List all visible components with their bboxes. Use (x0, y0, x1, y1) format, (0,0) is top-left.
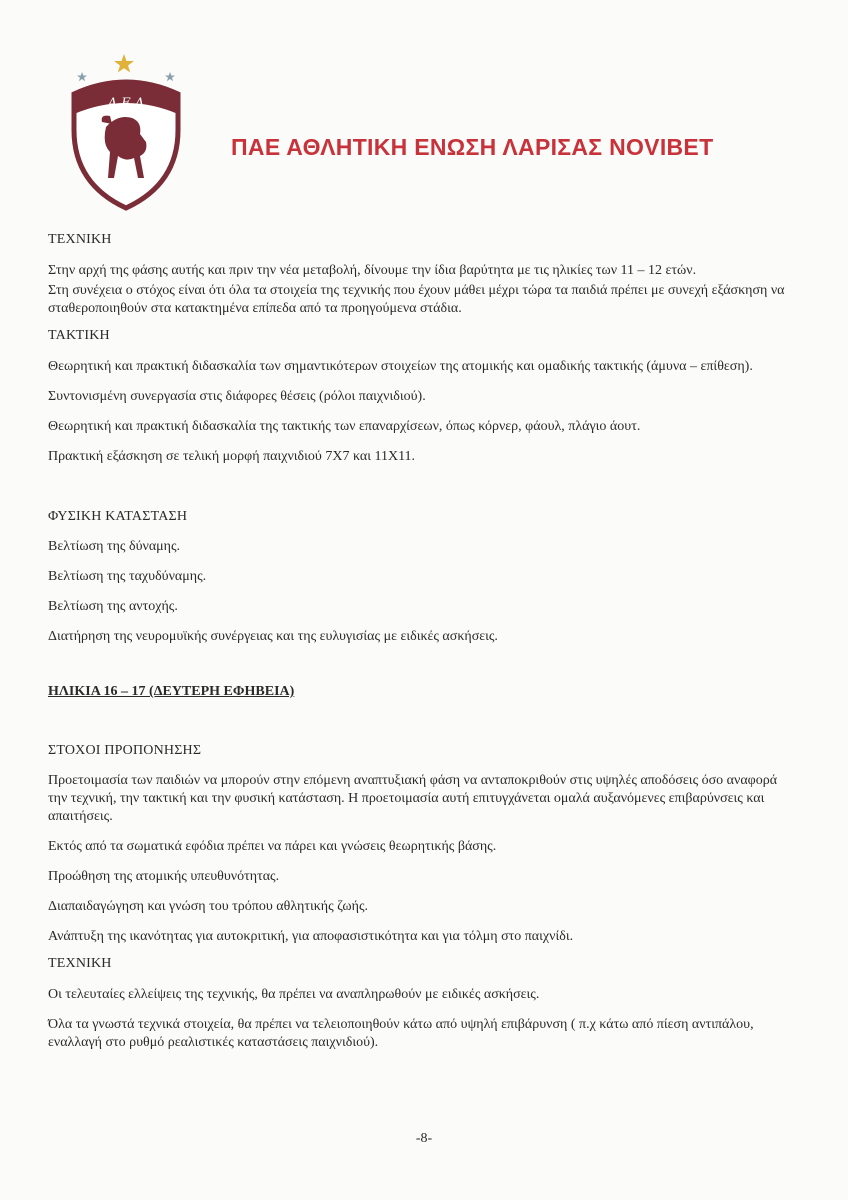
paragraph: Συντονισμένη συνεργασία στις διάφορες θέσεις (ρόλοι παιχνιδιού). (48, 389, 426, 404)
paragraph: Όλα τα γνωστά τεχνικά στοιχεία, θα πρέπει να τελειοποιηθούν κάτω από υψηλή επιβάρυνση ( π.χ κάτω από πίεση αντιπάλου, εναλλαγή στο ρυθμό ρεαλιστικές καταστάσεις παιχνιδιού). (48, 1017, 754, 1050)
crest-letters: Α Ε Λ (107, 96, 145, 111)
paragraph: Θεωρητική και πρακτική διδασκαλία των σημαντικότερων στοιχείων της ατομικής και ομαδικής τακτικής (άμυνα – επίθεση). (48, 359, 753, 374)
paragraph: Οι τελευταίες ελλείψεις της τεχνικής, θα πρέπει να αναπληρωθούν με ειδικές ασκήσεις. (48, 987, 540, 1002)
star-icon (114, 54, 134, 73)
paragraph: Πρακτική εξάσκηση σε τελική μορφή παιχνιδιού 7Χ7 και 11Χ11. (48, 449, 416, 464)
paragraph: Προετοιμασία των παιδιών να μπορούν στην επόμενη αναπτυξιακή φάση να ανταποκριθούν στις υψηλές αποδόσεις όσο αναφορά την τεχνική, την τακτική και την φυσική κατάσταση. Η προετοιμασία αυτή επιτυγχάνεται ομαλά αυξανόμενες επιβαρύνσεις και απαιτήσεις. (48, 773, 778, 824)
paragraph: Θεωρητική και πρακτική διδασκαλία της τακτικής των επαναρχίσεων, όπως κόρνερ, φάουλ, πλάγιο άουτ. (48, 419, 641, 434)
paragraph: Βελτίωση της ταχυδύναμης. (48, 569, 207, 584)
club-crest-logo (66, 52, 186, 212)
page-number: -8- (415, 1131, 433, 1146)
heading-technique: ΤΕΧΝΙΚΗ (48, 232, 112, 247)
heading-training-goals: ΣΤΟΧΟΙ ΠΡΟΠΟΝΗΣΗΣ (48, 743, 202, 758)
paragraph: Εκτός από τα σωματικά εφόδια πρέπει να πάρει και γνώσεις θεωρητικής βάσης. (48, 839, 497, 854)
paragraph: Στη συνέχεια ο στόχος είναι ότι όλα τα στοιχεία της τεχνικής που έχουν μάθει μέχρι τώρα τα παιδιά πρέπει με συνεχή εξάσκηση να σταθεροποιηθούν στα κατακτημένα επίπεδα από τα προηγούμενα στάδια. (48, 283, 785, 316)
paragraph: Ανάπτυξη της ικανότητας για αυτοκριτική, για αποφασιστικότητα και για τόλμη στο παιχνίδι. (48, 929, 574, 944)
paragraph: Διαπαιδαγώγηση και γνώση του τρόπου αθλητικής ζωής. (48, 899, 368, 914)
paragraph: Στην αρχή της φάσης αυτής και πριν την νέα μεταβολή, δίνουμε την ίδια βαρύτητα με τις ηλικίες των 11 – 12 ετών. (48, 263, 697, 278)
document-body (48, 226, 790, 1052)
paragraph: Διατήρηση της νευρομυϊκής συνέργειας και της ευλυγισίας με ειδικές ασκήσεις. (48, 629, 498, 644)
paragraph: Βελτίωση της αντοχής. (48, 599, 178, 614)
section-title-age: ΗΛΙΚΙΑ 16 – 17 (ΔΕΥΤΕΡΗ ΕΦΗΒΕΙΑ) (48, 684, 295, 699)
heading-physical-condition: ΦΥΣΙΚΗ ΚΑΤΑΣΤΑΣΗ (48, 509, 188, 524)
heading-technique: ΤΕΧΝΙΚΗ (48, 956, 112, 971)
paragraph: Προώθηση της ατομικής υπευθυνότητας. (48, 869, 280, 884)
paragraph: Βελτίωση της δύναμης. (48, 539, 181, 554)
heading-tactics: ΤΑΚΤΙΚΗ (48, 328, 110, 343)
club-title: ΠΑΕ ΑΘΛΗΤΙΚΗ ΕΝΩΣΗ ΛΑΡΙΣΑΣ NOVIBET (231, 134, 714, 160)
